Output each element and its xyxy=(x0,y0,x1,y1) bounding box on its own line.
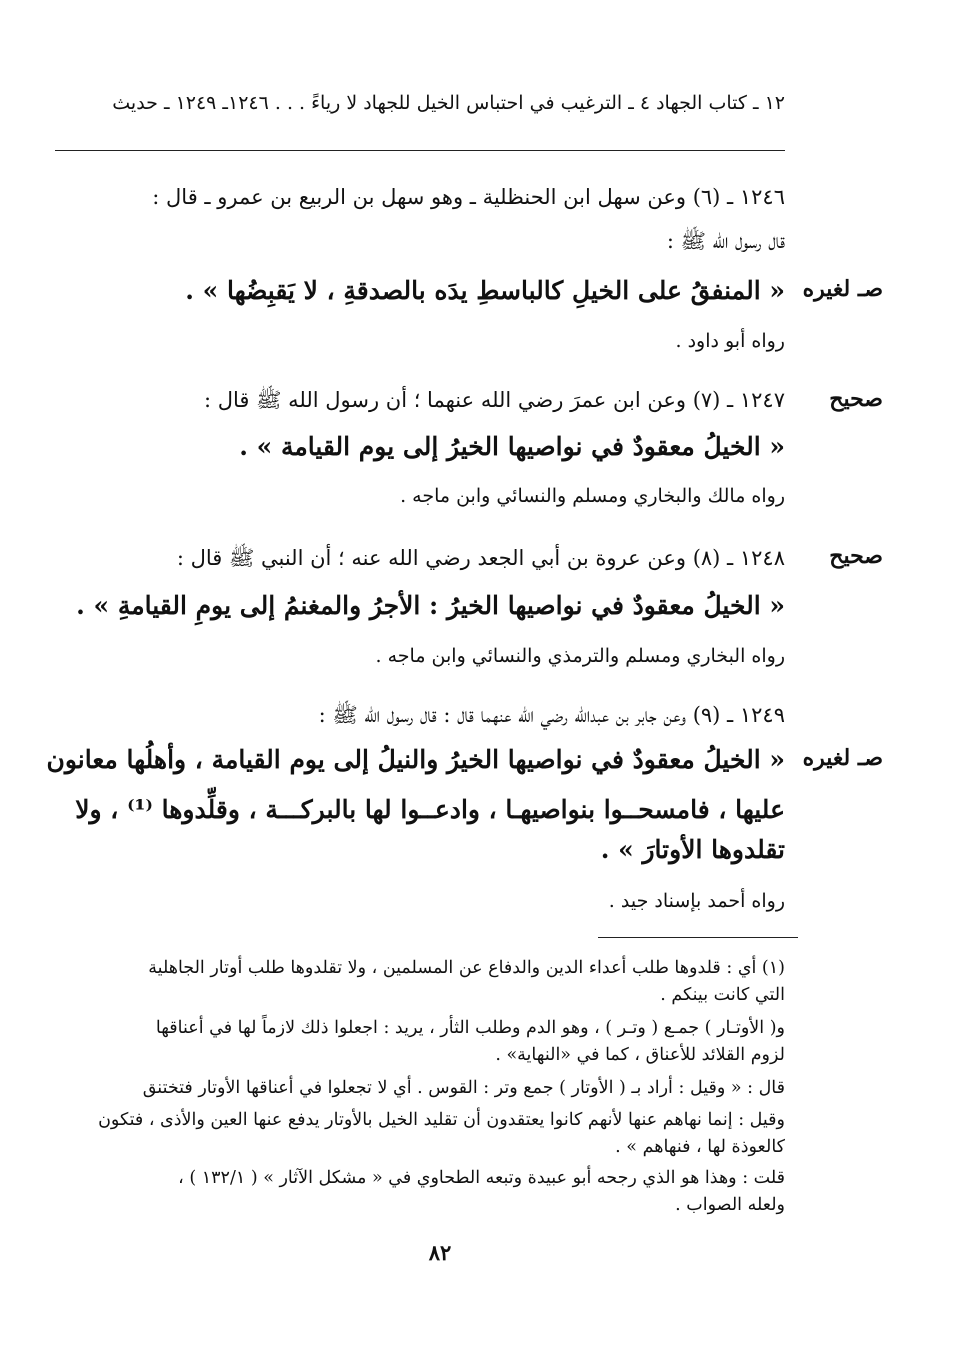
footnote-line-7: كالعوذة لها ، فنهاهم » . xyxy=(615,1137,785,1157)
hadith-1246-grade: صـ لغيره xyxy=(802,276,883,302)
footnote-line-2: التي كانت بينكم . xyxy=(660,985,785,1005)
footnote-line-5: قال : « وقيل : أراد بـ ( الأوتار ) جمع وتر : القوس . أي لا تجعلوا في أعناقها الأوتار فتختنق xyxy=(142,1078,785,1098)
footnote-line-8: قلت : وهذا هو الذي رجحه أبو عبيدة وتبعه الطحاوي في « مشكل الآثار » ( ١٣٢/١ ) ، xyxy=(178,1168,785,1188)
hadith-1247-grade: صحيح xyxy=(829,386,883,412)
hadith-1246-text: « المنفقُ على الخيلِ كالباسطِ يدَه بالصدقةِ ، لا يَقبِضُها » . xyxy=(185,276,785,305)
footnote-line-1: (١) أي : قلدوها طلب أعداء الدين والدفاع عن المسلمين ، ولا تقلدوها طلب أوتار الجاهلية xyxy=(148,958,785,978)
hadith-1249-text-line-2: عليها ، فامسحــوا بنواصيهـا ، وادعــوا لها بالبركـــة ، وقلِّدوها ⁽¹⁾ ، ولا xyxy=(75,795,785,824)
page-number: ٨٢ xyxy=(428,1240,452,1265)
hadith-1249-intro: ١٢٤٩ ـ (٩) وعن جابر بن عبدالله رضي الله عنهما قال : قال رسول الله ﷺ : xyxy=(318,703,785,727)
footnote-line-3: و( الأوتـار ) جمـع ( وتـر ) ، وهو الدم وطلب الثأر ، يريد : اجعلوا ذلك لازماً لها في أعناقها xyxy=(155,1018,785,1038)
hadith-1249-grade: صـ لغيره xyxy=(802,745,883,771)
hadith-1248-text: « الخيلُ معقودٌ في نواصيها الخيرُ : الأجرُ والمغنمُ إلى يومِ القيامةِ » . xyxy=(76,591,785,620)
hadith-1249-text-line-3: تقلدوها الأوتارَ » . xyxy=(600,835,785,864)
footnote-line-6: وقيل : إنما نهاهم عنها لأنهم كانوا يعتقدون أن تقليد الخيل بالأوتار يدفع عنها العين والأذى ، فتكون xyxy=(98,1110,785,1130)
hadith-1247-source: رواه مالك والبخاري ومسلم والنسائي وابن ماجه . xyxy=(400,485,785,507)
hadith-1246-intro-line-1: ١٢٤٦ ـ (٦) وعن سهل ابن الحنظلية ـ وهو سهل بن الربيع بن عمرو ـ قال : xyxy=(152,185,785,209)
header-divider xyxy=(55,150,785,151)
footnote-line-9: ولعله الصواب . xyxy=(675,1195,785,1215)
hadith-1246-source: رواه أبو داود . xyxy=(675,330,785,352)
hadith-1249-text-line-1: « الخيلُ معقودٌ في نواصيها الخيرُ والنيلُ إلى يوم القيامة ، وأهلُها معانون xyxy=(46,745,785,774)
footnote-line-4: لزوم القلائد للأعناق ، كما في «النهاية» . xyxy=(495,1045,785,1065)
hadith-1247-text: « الخيلُ معقودٌ في نواصيها الخيرُ إلى يوم القيامة » . xyxy=(239,432,785,461)
hadith-1248-intro: ١٢٤٨ ـ (٨) وعن عروة بن أبي الجعد رضي الله عنه ؛ أن النبي ﷺ قال : xyxy=(176,546,785,570)
hadith-1248-source: رواه البخاري ومسلم والترمذي والنسائي وابن ماجه . xyxy=(375,645,785,667)
footnote-divider xyxy=(598,937,798,938)
running-header: ١٢ ـ كتاب الجهاد ٤ ـ الترغيب في احتباس الخيل للجهاد لا رياءً . . . ١٢٤٦ـ ١٢٤٩ ـ حديث xyxy=(112,92,785,114)
hadith-1246-intro-line-2: قال رسول الله ﷺ : xyxy=(666,229,785,253)
hadith-1247-intro: ١٢٤٧ ـ (٧) وعن ابن عمرَ رضي الله عنهما ؛ أن رسول الله ﷺ قال : xyxy=(203,388,785,412)
hadith-1248-grade: صحيح xyxy=(829,543,883,569)
hadith-1249-source: رواه أحمد بإسناد جيد . xyxy=(608,890,785,912)
